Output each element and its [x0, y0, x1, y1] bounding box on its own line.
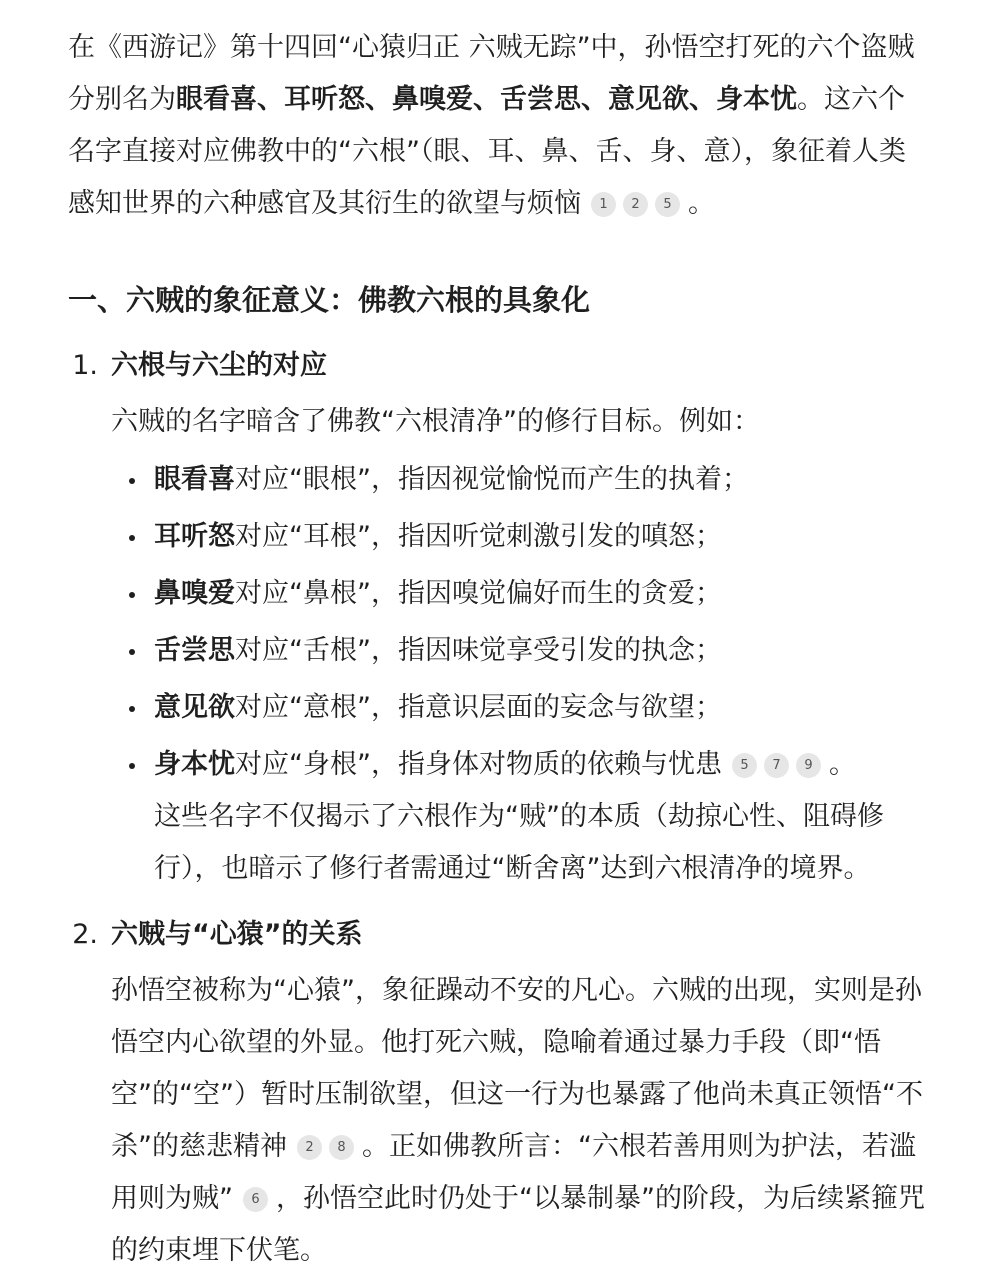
bullet-item: [111, 454, 931, 506]
citation-badge[interactable]: 2: [623, 192, 648, 217]
bullet-term: 舌尝思: [154, 635, 235, 666]
intro-text-1: 在《西游记》第十四回“心猿归正 六贼无踪”中，孙悟空打死的六个盗贼分别名为: [68, 32, 915, 115]
bullet-term: 耳听怒: [154, 521, 235, 552]
bullet-term: 鼻嗅爱: [154, 578, 235, 609]
bullet-term: 眼看喜: [154, 464, 235, 495]
bullet-note: 这些名字不仅揭示了六根作为“贼”的本质（劫掠心性、阻碍修行），也暗示了修行者需通过“断舍离”达到六根清净的境界。: [154, 801, 884, 884]
bullet-text: 对应“身根”，指身体对物质的依赖与忧患: [235, 749, 722, 780]
bullet-text: 对应“意根”，指意识层面的妄念与欲望；: [235, 692, 722, 723]
citation-group: [581, 188, 680, 219]
bullet-item: [111, 568, 931, 620]
intro-bold-names: 眼看喜、耳听怒、鼻嗅爱、舌尝思、意见欲、身本忧: [176, 84, 797, 115]
intro-end: 。: [688, 188, 715, 219]
item-body: [111, 965, 931, 1277]
bullet-term: 意见欲: [154, 692, 235, 723]
bullet-text: 对应“耳根”，指因听觉刺激引发的嗔怒；: [235, 521, 722, 552]
section-heading: 一、六贼的象征意义：佛教六根的具象化: [68, 283, 591, 317]
body-text-2: 。正如佛教所言：“六根若善用则为护法，若滥用则为贼”: [111, 1131, 916, 1214]
citation-badge[interactable]: 6: [243, 1187, 268, 1212]
bullet-item: [111, 739, 931, 895]
bullet-term: 身本忧: [154, 749, 235, 780]
numbered-list: [68, 340, 931, 1277]
citation-badge[interactable]: 2: [297, 1135, 322, 1160]
intro-paragraph: [68, 22, 931, 230]
body-text-1: 孙悟空被称为“心猿”，象征躁动不安的凡心。六贼的出现，实则是孙悟空内心欲望的外显。他打死六贼，隐喻着通过暴力手段（即“悟空”的“空”）暂时压制欲望，但这一行为也暴露了他尚未真正领悟“不杀”的慈悲精神: [111, 975, 923, 1162]
citation-group: [722, 749, 821, 780]
bullet-text: 对应“舌根”，指因味觉享受引发的执念；: [235, 635, 722, 666]
citation-badge[interactable]: 1: [591, 192, 616, 217]
bullet-list: [111, 454, 931, 895]
citation-badge[interactable]: 5: [655, 192, 680, 217]
citation-badge[interactable]: 7: [764, 753, 789, 778]
item-number: 1.: [72, 350, 98, 381]
body-text-3: ，孙悟空此时仍处于“以暴制暴”的阶段，为后续紧箍咒的约束埋下伏笔。: [111, 1183, 925, 1266]
item-number: 2.: [72, 919, 98, 950]
citation-badge[interactable]: 9: [796, 753, 821, 778]
bullet-item: [111, 511, 931, 563]
citation-group: [233, 1183, 268, 1214]
bullet-item: [111, 625, 931, 677]
list-item: [68, 909, 931, 1277]
bullet-item: [111, 682, 931, 734]
bullet-end: 。: [828, 749, 856, 780]
citation-badge[interactable]: 8: [329, 1135, 354, 1160]
item-title: 六贼与“心猿”的关系: [111, 919, 363, 950]
item-title: 六根与六尘的对应: [111, 350, 327, 381]
bullet-text: 对应“眼根”，指因视觉愉悦而产生的执着；: [235, 464, 749, 495]
list-item: [68, 340, 931, 895]
intro-text-2: 。这六个名字直接对应佛教中的“六根”（眼、耳、鼻、舌、身、意），象征着人类感知世界的六种感官及其衍生的欲望与烦恼: [68, 84, 906, 219]
citation-badge[interactable]: 5: [732, 753, 757, 778]
bullet-text: 对应“鼻根”，指因嗅觉偏好而生的贪爱；: [235, 578, 722, 609]
citation-group: [287, 1131, 354, 1162]
item-body: 六贼的名字暗含了佛教“六根清净”的修行目标。例如：: [111, 406, 760, 437]
